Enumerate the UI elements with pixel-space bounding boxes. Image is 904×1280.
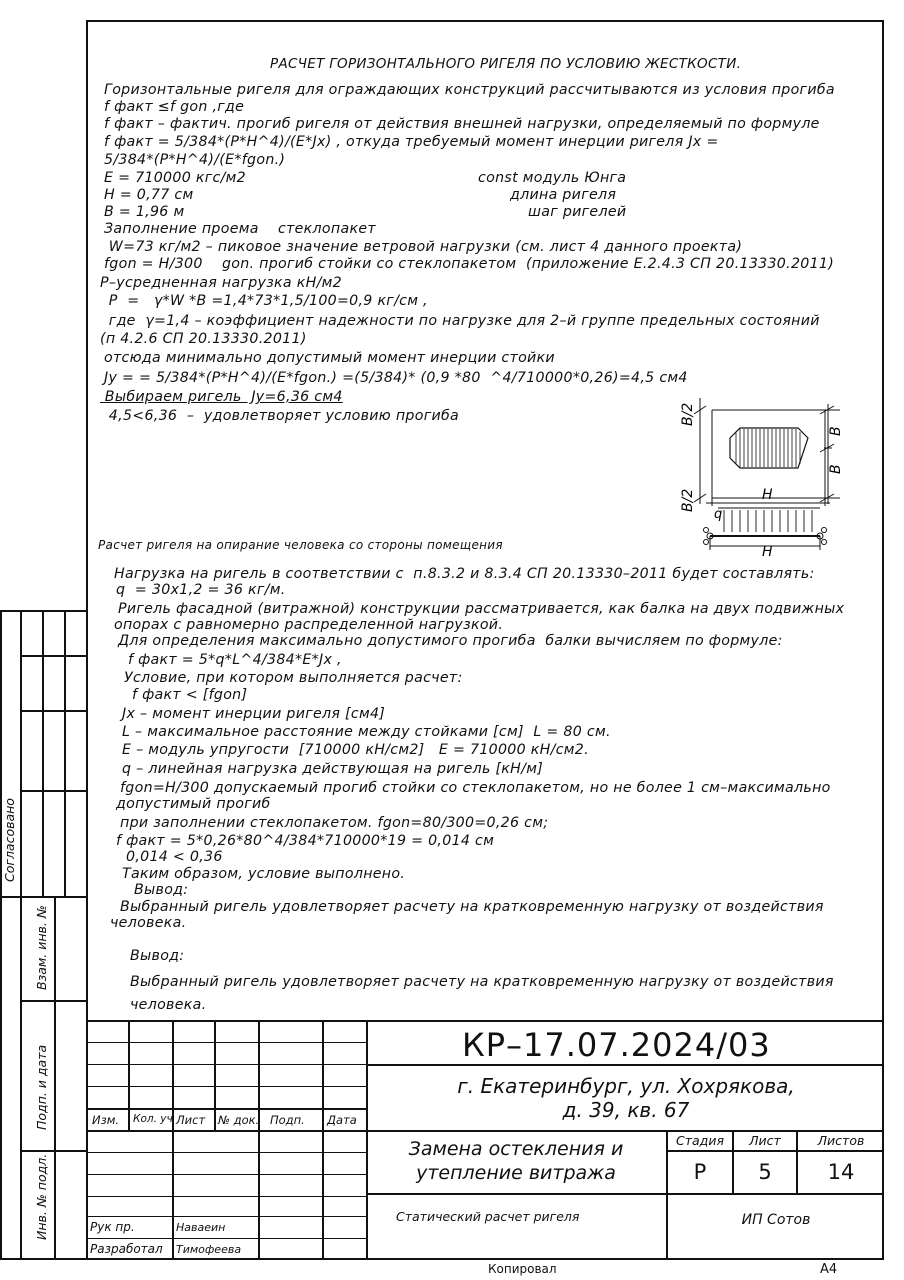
sheets-value: 14 xyxy=(827,1160,855,1184)
diagram-label-b-top: B xyxy=(828,426,844,436)
s1-line-15: отсюда минимально допустимый момент инерции стойки xyxy=(104,350,555,366)
grid-v3 xyxy=(214,1020,216,1130)
stamp-hline-doc xyxy=(366,1193,884,1195)
grid-v1 xyxy=(128,1020,130,1130)
col-header-ndok: № док. xyxy=(218,1113,260,1127)
s2-line-18: Вывод: xyxy=(134,882,189,898)
s2-line-19: Выбранный ригель удовлетворяет расчету на кратковременную нагрузку от воздействия xyxy=(120,899,824,915)
col-header-izm: Изм. xyxy=(92,1113,120,1127)
s2-line-16: 0,014 < 0,36 xyxy=(126,849,223,865)
col-header-data: Дата xyxy=(327,1113,357,1127)
s1-line-5: E = 710000 кгс/м2 xyxy=(104,170,246,186)
grid-h5 xyxy=(86,1152,366,1153)
margin-vline-4 xyxy=(54,896,56,1260)
sheets-label: Листов xyxy=(817,1133,865,1148)
margin-vline-2 xyxy=(42,610,44,898)
s2-line-9: L – максимальное расстояние между стойками [см] L = 80 см. xyxy=(122,724,611,740)
diagram-label-q: q xyxy=(714,507,723,522)
margin-hline-2 xyxy=(20,710,88,712)
margin-vline-1 xyxy=(20,610,22,1260)
margin-label-inv-podl: Инв. № подл. xyxy=(34,1153,49,1240)
grid-v5 xyxy=(322,1020,324,1260)
s2-line-17: Таким образом, условие выполнено. xyxy=(122,866,406,882)
s1-line-9: W=73 кг/м2 – пиковое значение ветровой нагрузки (см. лист 4 данного проекта) xyxy=(104,239,743,255)
s2-line-7: f факт < [fgon] xyxy=(132,687,248,703)
role-razrabotal: Разработал xyxy=(90,1242,163,1256)
s1-line-14: (п 4.2.6 СП 20.13330.2011) xyxy=(100,331,307,347)
margin-hline-3 xyxy=(20,790,88,792)
margin-label-podp-data: Подп. и дата xyxy=(34,1044,49,1130)
s1-line-1: f факт ≤f gon ,где xyxy=(104,99,245,115)
s2-line-3: опорах с равномерно распределенной нагрузкой. xyxy=(114,617,504,633)
s2-line-5: f факт = 5*q*L^4/384*E*Jx , xyxy=(128,652,342,668)
s2-line-1: q = 30х1,2 = 36 кг/м. xyxy=(116,582,286,598)
s1-line-11: P–усредненная нагрузка кН/м2 xyxy=(100,275,342,291)
grid-v4 xyxy=(258,1020,260,1260)
s1-line-6: H = 0,77 см xyxy=(104,187,194,203)
s1-line-13: где γ=1,4 – коэффициент надежности по нагрузке для 2–й группе предельных состояний xyxy=(104,313,820,329)
s2-line-23: человека. xyxy=(130,997,207,1013)
format-label: А4 xyxy=(820,1262,838,1277)
s2-line-21: Вывод: xyxy=(130,948,185,964)
col-header-podp: Подп. xyxy=(270,1113,305,1127)
stage-label: Стадия xyxy=(676,1133,724,1148)
s1-line-7: B = 1,96 м xyxy=(104,204,185,220)
s2-line-4: Для определения максимально допустимого прогиба балки вычисляем по формуле: xyxy=(118,633,783,649)
company-name: ИП Сотов xyxy=(741,1212,811,1228)
document-code: КР–17.07.2024/03 xyxy=(462,1026,771,1064)
s2-line-8: Jx – момент инерции ригеля [см4] xyxy=(122,706,386,722)
s1-line-16: Jy = = 5/384*(P*H^4)/(E*fgon.) =(5/384)* (0,9 *80 ^4/710000*0,26)=4,5 см4 xyxy=(104,370,688,386)
col-header-kol: Кол. уч xyxy=(133,1113,173,1125)
sheet-value: 5 xyxy=(758,1160,772,1184)
grid-h8 xyxy=(86,1216,366,1217)
object-address: г. Екатеринбург, ул. Хохрякова, д. 39, кв. 67 xyxy=(457,1074,795,1122)
margin-vline-3 xyxy=(64,610,66,898)
diagram-label-h-bottom: H xyxy=(762,544,773,560)
stamp-top-line xyxy=(86,1020,884,1022)
margin-hline-4 xyxy=(0,896,88,898)
grid-v2 xyxy=(172,1020,174,1260)
diagram-label-b-bottom: B xyxy=(828,464,844,474)
stamp-hline-code xyxy=(366,1064,884,1066)
s1-line-8: Заполнение проема стеклопакет xyxy=(104,221,376,237)
doc-title: Статический расчет ригеля xyxy=(396,1209,580,1224)
s2-line-15: f факт = 5*0,26*80^4/384*710000*19 = 0,014 см xyxy=(116,833,495,849)
grid-h7 xyxy=(86,1196,366,1197)
sheet-label: Лист xyxy=(749,1133,781,1148)
s2-line-13: допустимый прогиб xyxy=(116,796,271,812)
name-ruk-pr: Наваеин xyxy=(176,1221,226,1234)
s1-line-3: f факт = 5/384*(P*H^4)/(E*Jx) , откуда требуемый момент инерции ригеля Jx = xyxy=(104,134,719,150)
s1-line-2: f факт – фактич. прогиб ригеля от действия внешней нагрузки, определяемый по формуле xyxy=(104,116,820,132)
s2-line-10: E – модуль упругости [710000 кН/см2] E = 710000 кН/см2. xyxy=(122,742,589,758)
grid-h6 xyxy=(86,1174,366,1175)
s1-right-1: длина ригеля xyxy=(510,187,617,203)
copied-label: Копировал xyxy=(488,1262,557,1276)
s1-line-0: Горизонтальные ригеля для ограждающих конструкций рассчитываются из условия прогиба xyxy=(104,82,835,98)
grid-h9 xyxy=(86,1238,366,1239)
col-header-list: Лист xyxy=(176,1113,206,1127)
name-razrabotal: Тимофеева xyxy=(176,1243,242,1256)
s2-line-0: Нагрузка на ригель в соответствии с п.8.3.2 и 8.3.4 СП 20.13330–2011 будет составлять: xyxy=(114,566,815,582)
work-title: Замена остекления и утепление витража xyxy=(408,1138,624,1184)
s2-line-2: Ригель фасадной (витражной) конструкции рассматривается, как балка на двух подвижных xyxy=(118,601,845,617)
stage-value: Р xyxy=(693,1160,707,1184)
s1-line-18: 4,5<6,36 – удовлетворяет условию прогиба xyxy=(104,408,460,424)
page-title: РАСЧЕТ ГОРИЗОНТАЛЬНОГО РИГЕЛЯ ПО УСЛОВИЮ ЖЕСТКОСТИ. xyxy=(270,56,742,72)
s2-line-14: при заполнении стеклопакетом. fgon=80/300=0,26 см; xyxy=(120,815,549,831)
s1-right-2: шаг ригелей xyxy=(528,204,627,220)
s1-right-0: const модуль Юнга xyxy=(478,170,627,186)
diagram-label-b-half-top: B/2 xyxy=(680,402,696,426)
diagram-label-b-half-bottom: B/2 xyxy=(680,488,696,512)
s1-line-4: 5/384*(P*H^4)/(E*fgon.) xyxy=(104,152,286,168)
s2-line-12: fgon=H/300 допускаемый прогиб стойки со стеклопакетом, но не более 1 см–максимально xyxy=(120,780,831,796)
s2-line-11: q – линейная нагрузка действующая на ригель [кН/м] xyxy=(122,761,544,777)
margin-label-vzam-inv: Взам. инв. № xyxy=(34,905,49,990)
margin-hline-1 xyxy=(20,655,88,657)
rigel-diagram xyxy=(670,388,844,568)
role-ruk-pr: Рук пр. xyxy=(90,1220,135,1234)
s1-line-10: fgon = H/300 gon. прогиб стойки со стеклопакетом (приложение Е.2.4.3 СП 20.13330.2011) xyxy=(104,256,835,272)
diagram-label-h-top: H xyxy=(762,487,773,503)
s1-line-17: Выбираем ригель Jy=6,36 см4 xyxy=(100,389,343,405)
margin-label-soglasovano: Согласовано xyxy=(2,798,17,882)
s2-line-20: человека. xyxy=(110,915,187,931)
stamp-hline-addr xyxy=(86,1130,884,1132)
s1-line-12: P = γ*W *B =1,4*73*1,5/100=0,9 кг/см , xyxy=(104,293,428,309)
s2-line-6: Условие, при котором выполняется расчет: xyxy=(124,670,463,686)
stamp-hline-stage xyxy=(666,1150,884,1152)
s2-line-22: Выбранный ригель удовлетворяет расчету на кратковременную нагрузку от воздействия xyxy=(130,974,834,990)
s2-heading: Расчет ригеля на опирание человека со стороны помещения xyxy=(98,538,503,552)
